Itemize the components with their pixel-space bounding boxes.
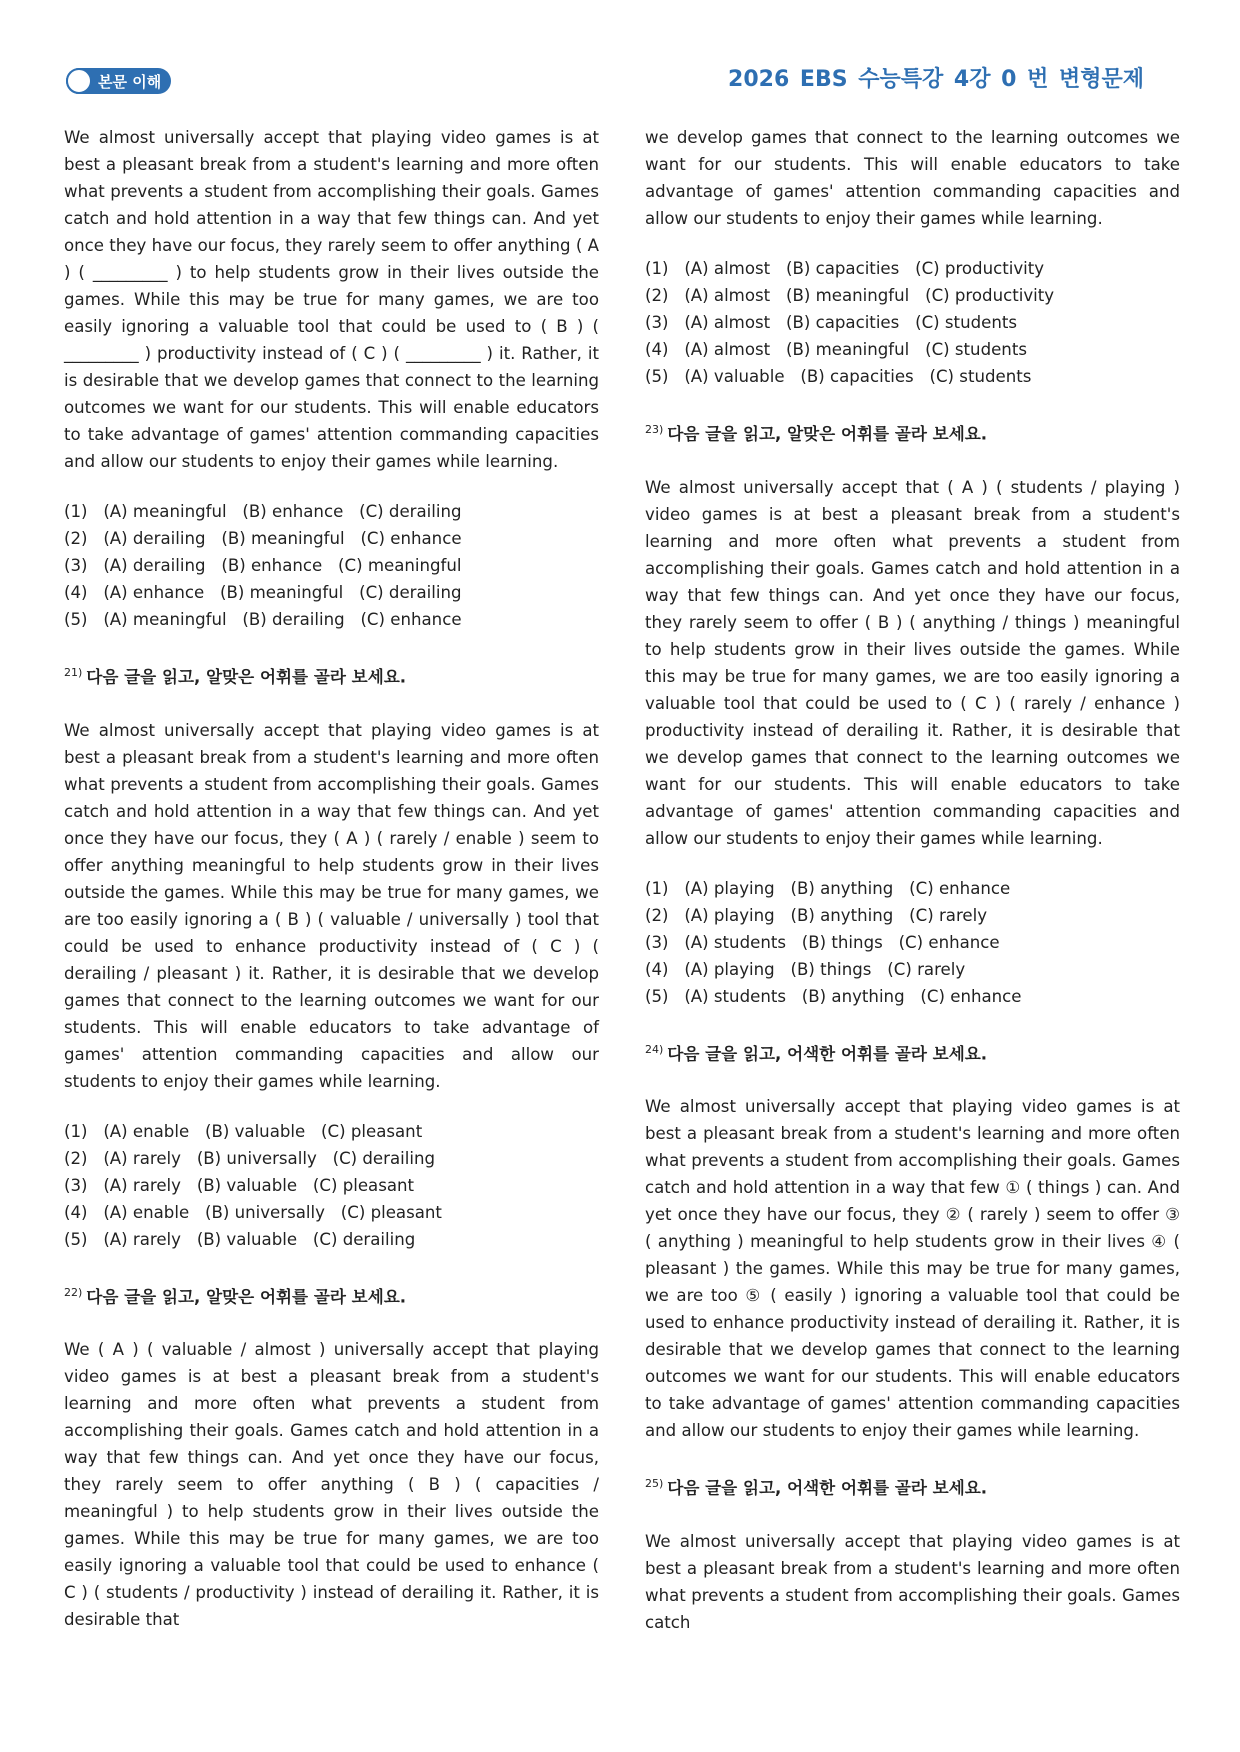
option-item: (5) (A) rarely (B) valuable (C) derailing: [64, 1229, 416, 1249]
option-item: (4) (A) enhance (B) meaningful (C) derailing: [64, 583, 462, 602]
passage-25: We almost universally accept that playing video games is at best a pleasant break from a student's learning and more often what prevents a student from accomplishing their goals. Games catch: [645, 1531, 1180, 1632]
question-21: [64, 659, 599, 691]
option-item: (2) (A) derailing (B) meaningful (C) enhance: [64, 529, 462, 548]
badge-circle-icon: [66, 68, 92, 94]
option-item: (1) (A) almost (B) capacities (C) productivity: [645, 259, 1045, 278]
question-24: [645, 1036, 1180, 1068]
question-number: 24): [645, 1042, 664, 1056]
option-item: (1) (A) playing (B) anything (C) enhance: [645, 878, 1011, 898]
section-badge: [66, 68, 171, 94]
passage-1: We almost universally accept that playing video games is at best a pleasant break from a student's learning and more often what prevents a student from accomplishing their goals. Games catch and hold attention in a way that few things can. And yet once they have our focus, they rarely seem to offer anything ( A ) ( _________ ) to help students grow in their lives outside the games. While this may be true for many games, we are too easily ignoring a valuable tool that could be used to ( B ) ( _________ ) productivity instead of ( C ) ( _________ ) it. Rather, it is desirable that we develop games that connect to the learning outcomes we want for our students. This will enable educators to take advantage of games' attention commanding capacities and allow our students to enjoy their games while learning.: [64, 128, 599, 471]
question-text: 다음 글을 읽고, 알맞은 어휘를 골라 보세요.: [86, 1287, 407, 1307]
option-item: (5) (A) students (B) anything (C) enhance: [645, 986, 1022, 1006]
page-title: 2026 EBS 수능특강 4강 0 번 변형문제: [728, 67, 1144, 92]
question-22: [64, 1279, 599, 1311]
passage-24: We almost universally accept that playing video games is at best a pleasant break from a student's learning and more often what prevents a student from accomplishing their goals. Games catch and hold attention in a way that few ① ( things ) can. And yet once they have our focus, they ② ( rarely ) seem to offer ③ ( anything ) meaningful to help students grow in their lives ④ ( pleasant ) the games. While this may be true for many games, we are too ⑤ ( easily ) ignoring a valuable tool that could be used to enhance productivity instead of derailing it. Rather, it is desirable that we develop games that connect to the learning outcomes we want for our students. This will enable educators to take advantage of games' attention commanding capacities and allow our students to enjoy their games while learning.: [645, 1097, 1180, 1441]
option-item: (4) (A) playing (B) things (C) rarely: [645, 959, 966, 979]
question-text: 다음 글을 읽고, 어색한 어휘를 골라 보세요.: [667, 1044, 988, 1064]
question-text: 다음 글을 읽고, 어색한 어휘를 골라 보세요.: [667, 1478, 988, 1498]
option-item: (3) (A) students (B) things (C) enhance: [645, 932, 1000, 952]
question-number: 21): [64, 666, 83, 679]
question-number: 22): [64, 1285, 83, 1299]
right-column: [645, 124, 1180, 1636]
option-item: (2) (A) rarely (B) universally (C) derailing: [64, 1148, 436, 1168]
option-item: (4) (A) almost (B) meaningful (C) students: [645, 340, 1027, 359]
option-item: (3) (A) rarely (B) valuable (C) pleasant: [64, 1175, 415, 1195]
question-text: 다음 글을 읽고, 알맞은 어휘를 골라 보세요.: [667, 424, 988, 444]
option-item: (2) (A) playing (B) anything (C) rarely: [645, 905, 988, 925]
options-list-1: [64, 498, 599, 633]
badge-label: 본문 이해: [98, 72, 162, 91]
question-23: [645, 416, 1180, 448]
left-column: [64, 124, 599, 1633]
option-item: (4) (A) enable (B) universally (C) pleasant: [64, 1202, 442, 1222]
question-text: 다음 글을 읽고, 알맞은 어휘를 골라 보세요.: [86, 667, 407, 687]
passage-21: We almost universally accept that playing video games is at best a pleasant break from a student's learning and more often what prevents a student from accomplishing their goals. Games catch and hold attention in a way that few things can. And yet once they have our focus, they ( A ) ( rarely / enable ) seem to offer anything meaningful to help students grow in their lives outside the games. While this may be true for many games, we are too easily ignoring a ( B ) ( valuable / universally ) tool that could be used to enhance productivity instead of ( C ) ( derailing / pleasant ) it. Rather, it is desirable that we develop games that connect to the learning outcomes we want for our students. This will enable educators to take advantage of games' attention commanding capacities and allow our students to enjoy their games while learning.: [64, 720, 599, 1091]
option-item: (3) (A) almost (B) capacities (C) students: [645, 313, 1017, 332]
passage-22: We ( A ) ( valuable / almost ) universally accept that playing video games is at best a pleasant break from a student's learning and more often what prevents a student from accomplishing their goals. Games catch and hold attention in a way that few things can. And yet once they have our focus, they rarely seem to offer anything ( B ) ( capacities / meaningful ) to help students grow in their lives outside the games. While this may be true for many games, we are too easily ignoring a valuable tool that could be used to enhance ( C ) ( students / productivity ) instead of derailing it. Rather, it is desirable that: [64, 1340, 599, 1630]
passage-23: We almost universally accept that ( A ) ( students / playing ) video games is at best a pleasant break from a student's learning and more often what prevents a student from accomplishing their goals. Games catch and hold attention in a way that few things can. And yet once they have our focus, they rarely seem to offer ( B ) ( anything / things ) meaningful to help students grow in their lives outside the games. While this may be true for many games, we are too easily ignoring a valuable tool that could be used to ( C ) ( rarely / enhance ) productivity instead of derailing it. Rather, it is desirable that we develop games that connect to the learning outcomes we want for our students. This will enable educators to take advantage of games' attention commanding capacities and allow our students to enjoy their games while learning.: [645, 477, 1180, 848]
option-item: (2) (A) almost (B) meaningful (C) productivity: [645, 286, 1055, 305]
passage-22-continued: we develop games that connect to the learning outcomes we want for our students. This will enable educators to take advantage of games' attention commanding capacities and allow our students to enjoy their games while learning.: [645, 128, 1180, 228]
option-item: (5) (A) meaningful (B) derailing (C) enhance: [64, 610, 462, 629]
option-item: (1) (A) enable (B) valuable (C) pleasant: [64, 1121, 423, 1141]
options-list-22: [645, 255, 1180, 390]
options-list-21: [64, 1118, 599, 1253]
question-25: [645, 1470, 1180, 1502]
question-number: 23): [645, 423, 664, 436]
option-item: (3) (A) derailing (B) enhance (C) meaningful: [64, 556, 462, 575]
options-list-23: [645, 875, 1180, 1010]
option-item: (1) (A) meaningful (B) enhance (C) derailing: [64, 502, 462, 521]
option-item: (5) (A) valuable (B) capacities (C) students: [645, 367, 1032, 386]
question-number: 25): [645, 1477, 664, 1491]
